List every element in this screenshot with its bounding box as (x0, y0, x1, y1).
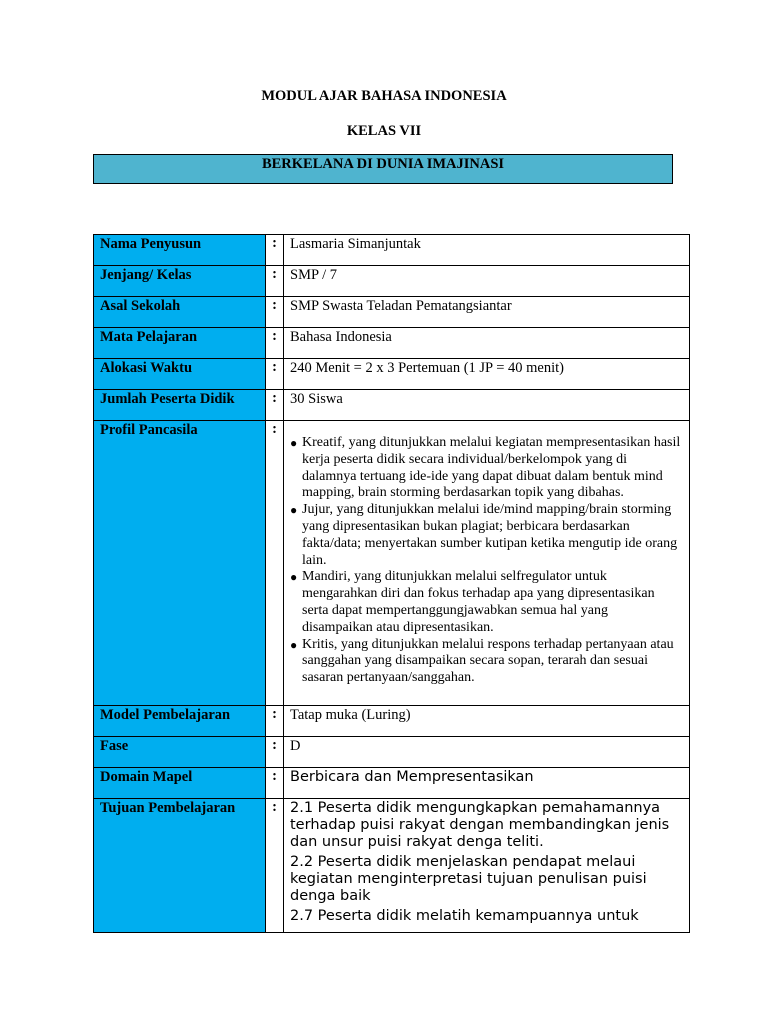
row-colon: : (266, 359, 284, 390)
row-value: Berbicara dan Mempresentasikan (284, 768, 690, 799)
row-value: D (284, 737, 690, 768)
row-value: SMP Swasta Teladan Pematangsiantar (284, 297, 690, 328)
row-colon: : (266, 768, 284, 799)
row-value: 30 Siswa (284, 390, 690, 421)
document-title: MODUL AJAR BAHASA INDONESIA (261, 88, 507, 104)
row-value (284, 799, 690, 933)
table-row (94, 328, 690, 359)
row-label: Tujuan Pembelajaran (94, 799, 266, 933)
list-item (290, 502, 681, 569)
table-row (94, 421, 690, 706)
table-row (94, 390, 690, 421)
row-label: Model Pembelajaran (94, 706, 266, 737)
bullet-icon: ● (290, 503, 298, 518)
row-label: Jumlah Peserta Didik (94, 390, 266, 421)
row-label: Domain Mapel (94, 768, 266, 799)
row-label: Jenjang/ Kelas (94, 266, 266, 297)
row-label: Fase (94, 737, 266, 768)
table-row (94, 706, 690, 737)
row-colon: : (266, 737, 284, 768)
table-row (94, 359, 690, 390)
row-value: SMP / 7 (284, 266, 690, 297)
row-label: Nama Penyusun (94, 235, 266, 266)
table-row (94, 297, 690, 328)
row-value: Lasmaria Simanjuntak (284, 235, 690, 266)
pancasila-list (290, 422, 689, 687)
row-label: Mata Pelajaran (94, 328, 266, 359)
list-item-text: Mandiri, yang ditunjukkan melalui selfregulator untuk mengarahkan diri dan fokus terhadap apa yang dipresentasikan serta dapat mempertanggungjawabkan semua hal yang disampaikan atau dipresentasikan. (302, 569, 655, 635)
module-info-table (93, 234, 690, 933)
row-colon: : (266, 421, 284, 706)
table-row (94, 737, 690, 768)
row-value: Tatap muka (Luring) (284, 706, 690, 737)
list-item (290, 435, 681, 502)
list-item (290, 569, 681, 636)
document-class: KELAS VII (346, 123, 422, 139)
row-value (284, 421, 690, 706)
row-colon: : (266, 390, 284, 421)
row-label: Asal Sekolah (94, 297, 266, 328)
list-item (290, 637, 681, 687)
row-value: 240 Menit = 2 x 3 Pertemuan (1 JP = 40 menit) (284, 359, 690, 390)
row-value: Bahasa Indonesia (284, 328, 690, 359)
row-colon: : (266, 706, 284, 737)
row-colon: : (266, 328, 284, 359)
row-colon: : (266, 297, 284, 328)
list-item-text: Kreatif, yang ditunjukkan melalui kegiatan mempresentasikan hasil kerja peserta didik secara individual/berkelompok yang di dalamnya tertuang ide-ide yang dapat dibuat dalam bentuk mind mapping, brain storming berdasarkan topik yang dibahas. (302, 435, 681, 501)
objective-item: 2.7 Peserta didik melatih kemampuannya untuk (290, 908, 639, 924)
list-item-text: Jujur, yang ditunjukkan melalui ide/mind mapping/brain storming yang dipresentasikan bukan plagiat; berbicara berdasarkan fakta/data; menyertakan sumber kutipan ketika mengutip ide orang lain. (302, 502, 678, 568)
objective-item: 2.2 Peserta didik menjelaskan pendapat melaui kegiatan menginterpretasi tujuan penulisan puisi denga baik (290, 854, 647, 904)
row-colon: : (266, 235, 284, 266)
bullet-icon: ● (290, 637, 298, 652)
bullet-icon: ● (290, 570, 298, 585)
row-colon: : (266, 266, 284, 297)
objective-item: 2.1 Peserta didik mengungkapkan pemahamannya terhadap puisi rakyat dengan membandingkan jenis dan unsur puisi rakyat denga teliti. (290, 800, 670, 850)
table-row (94, 266, 690, 297)
table-row (94, 235, 690, 266)
bullet-icon: ● (290, 436, 298, 450)
row-label: Alokasi Waktu (94, 359, 266, 390)
row-label: Profil Pancasila (94, 421, 266, 706)
list-item-text: Kritis, yang ditunjukkan melalui respons terhadap pertanyaan atau sanggahan yang disampaikan secara sopan, terarah dan sesuai sasaran pertanyaan/sanggahan. (302, 636, 674, 686)
row-colon: : (266, 799, 284, 933)
table-row (94, 768, 690, 799)
table-row (94, 799, 690, 933)
module-banner: BERKELANA DI DUNIA IMAJINASI (93, 154, 673, 184)
